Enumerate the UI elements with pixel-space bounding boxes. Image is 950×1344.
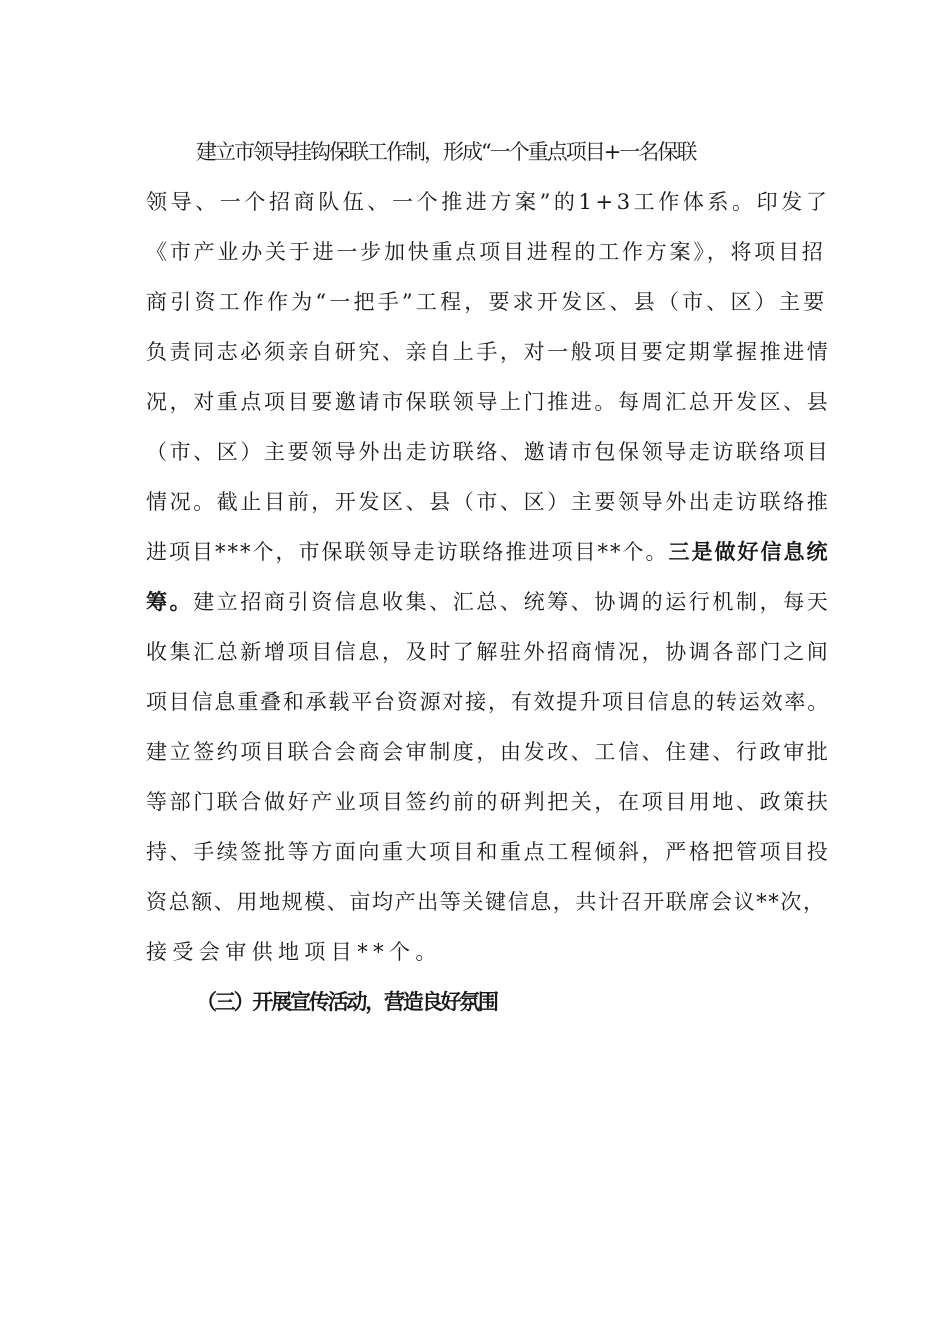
paragraph-line bbox=[146, 532, 830, 572]
paragraph-text: 建立招商引资信息收集、汇总、统筹、协调的运行机制，每天 bbox=[193, 590, 831, 614]
paragraph-line: 等部门联合做好产业项目签约前的研判把关，在项目用地、政策扶 bbox=[146, 790, 831, 814]
paragraph-line: 建立签约项目联合会商会审制度，由发改、工信、住建、行政审批 bbox=[146, 740, 831, 764]
paragraph-line: 资总额、用地规模、亩均产出等关键信息，共计召开联席会议**次， bbox=[146, 890, 826, 914]
paragraph-line bbox=[146, 582, 831, 622]
paragraph-line: 情况。截止目前，开发区、县（市、区）主要领导外出走访联络推 bbox=[146, 490, 831, 514]
paragraph-line: 持、手续签批等方面向重大项目和重点工程倾斜，严格把管项目投 bbox=[146, 840, 831, 864]
bold-lead-phrase: 三是做好信息统 bbox=[668, 539, 830, 564]
paragraph-line: （市、区）主要领导外出走访联络、邀请市包保领导走访联络项目 bbox=[146, 440, 831, 464]
paragraph-line: 《市产业办关于进一步加快重点项目进程的工作方案》，将项目招 bbox=[146, 240, 826, 264]
bold-lead-phrase: 筹。 bbox=[146, 589, 194, 614]
paragraph-line: 商引资工作作为“一把手”工程，要求开发区、县（市、区）主要 bbox=[146, 290, 828, 314]
paragraph-line: 建立市领导挂钩保联工作制，形成“一个重点项目+一名保联 bbox=[196, 140, 696, 164]
paragraph-line: 领导、一个招商队伍、一个推进方案”的1+3工作体系。印发了 bbox=[146, 190, 831, 214]
paragraph-text: 进项目***个，市保联领导走访联络推进项目**个。 bbox=[146, 540, 669, 564]
paragraph-line: 况，对重点项目要邀请市保联领导上门推进。每周汇总开发区、县 bbox=[146, 390, 831, 414]
paragraph-line: 收集汇总新增项目信息，及时了解驻外招商情况，协调各部门之间 bbox=[146, 640, 831, 664]
paragraph-line: 接受会审供地项目**个。 bbox=[146, 940, 442, 964]
paragraph-line: 项目信息重叠和承载平台资源对接，有效提升项目信息的转运效率。 bbox=[146, 690, 830, 714]
paragraph-line: 负责同志必须亲自研究、亲自上手，对一般项目要定期掌握推进情 bbox=[146, 340, 831, 364]
section-heading: （三）开展宣传活动，营造良好氛围 bbox=[196, 989, 497, 1014]
